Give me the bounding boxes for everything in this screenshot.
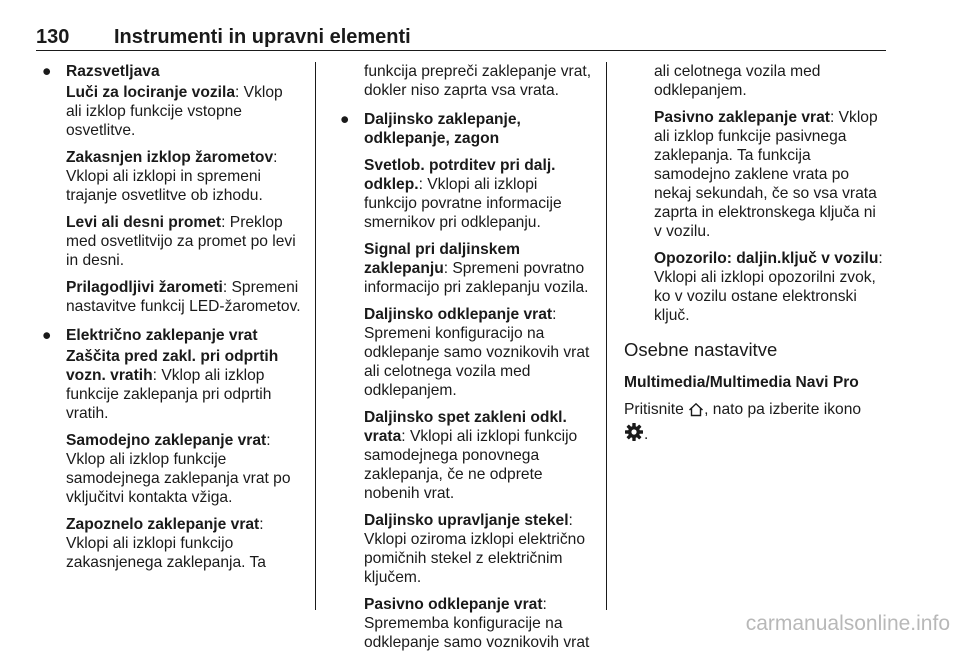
watermark: carmanualsonline.info bbox=[745, 612, 950, 635]
instruction-text: Pritisnite , nato pa izberite ikono . bbox=[624, 400, 886, 447]
list-item bbox=[36, 347, 302, 423]
item-term: Samodejno zaklepanje vrat bbox=[66, 432, 267, 449]
item-term: Pasivno odklepanje vrat bbox=[364, 596, 543, 613]
bullet-remote-locking bbox=[334, 110, 594, 148]
item-term: Pasivno zaklepanje vrat bbox=[654, 109, 830, 126]
list-item bbox=[36, 515, 302, 572]
item-text: : Vklopi ali izklopi in spremeni trajanje osvetlitve ob izhodu. bbox=[66, 149, 278, 204]
item-term: Opozorilo: daljin.ključ v vozilu bbox=[654, 250, 879, 267]
item-text: : Vklop ali izklop funkcije zaklepanja pri odprtih vratih. bbox=[66, 367, 272, 422]
bullet-marker: ● bbox=[340, 111, 350, 128]
item-text: : Vklop ali izklop funkcije pasivnega zaklepanja. Ta funkcija samodejno zaklene vrata po nekaj sekundah, če so vsa vrata zaprta in elektronskega ključa ni v vozilu. bbox=[654, 109, 878, 240]
page-number: 130 bbox=[36, 26, 70, 48]
item-term: Zapoznelo zaklepanje vrat bbox=[66, 516, 260, 533]
item-text: : Spremeni nastavitve funkcij LED-žarometov. bbox=[66, 279, 301, 315]
bullet-title: Razsvetljava bbox=[66, 63, 160, 80]
item-term: Zaščita pred zakl. pri odprtih vozn. vratih bbox=[66, 348, 279, 384]
item-term: Daljinsko upravljanje stekel bbox=[364, 512, 569, 529]
item-text: : Sprememba konfiguracije na odklepanje samo voznikovih vrat bbox=[364, 596, 590, 651]
list-item bbox=[334, 408, 594, 503]
list-item bbox=[334, 595, 594, 652]
column-3 bbox=[624, 62, 886, 447]
column-1 bbox=[36, 62, 302, 572]
item-term: Prilagodljivi žarometi bbox=[66, 279, 223, 296]
list-item bbox=[36, 431, 302, 507]
item-text: : Vklopi ali izklopi funkcijo zakasnjenega zaklepanja. Ta bbox=[66, 516, 266, 571]
continuation-text: funkcija prepreči zaklepanje vrat, dokler niso zaprta vsa vrata. bbox=[364, 63, 592, 99]
item-text: : Spremeni povratno informacijo pri zaklepanju vozila. bbox=[364, 260, 589, 296]
home-icon bbox=[688, 402, 704, 422]
item-text: : Vklopi ali izklopi funkcijo povratne informacije smernikov pri odklepanju. bbox=[364, 176, 562, 231]
item-text: : Vklopi ali izklopi opozorilni zvok, ko v vozilu ostane elektronski ključ. bbox=[654, 250, 883, 324]
item-text: : Spremeni konfiguracijo na odklepanje samo voznikovih vrat ali celotnega vozila med odklepanjem. bbox=[364, 306, 590, 399]
item-term: Svetlob. potrditev pri dalj. odklep. bbox=[364, 157, 556, 193]
bullet-door-locking bbox=[36, 326, 302, 345]
item-text: : Vklop ali izklop funkcije samodejnega zaklepanja vrat po vključitvi kontakta vžiga. bbox=[66, 432, 291, 506]
item-term: Daljinsko odklepanje vrat bbox=[364, 306, 553, 323]
column-divider bbox=[315, 62, 316, 610]
list-item bbox=[334, 240, 594, 297]
item-term: Luči za lociranje vozila bbox=[66, 84, 235, 101]
gear-icon bbox=[624, 422, 644, 447]
item-term: Zakasnjen izklop žarometov bbox=[66, 149, 274, 166]
column-divider bbox=[606, 62, 607, 610]
list-item bbox=[36, 213, 302, 270]
chapter-title: Instrumenti in upravni elementi bbox=[114, 26, 411, 48]
continuation-text: ali celotnega vozila med odklepanjem. bbox=[654, 63, 821, 99]
item-text: : Vklop ali izklop funkcije vstopne osvetlitve. bbox=[66, 84, 283, 139]
section-heading: Osebne nastavitve bbox=[624, 339, 778, 360]
column-2 bbox=[334, 62, 594, 652]
list-item bbox=[624, 249, 886, 325]
item-term: Daljinsko spet zakleni odkl. vrata bbox=[364, 409, 567, 445]
page-header bbox=[36, 26, 886, 51]
list-item bbox=[36, 148, 302, 205]
list-item bbox=[334, 156, 594, 232]
item-term: Levi ali desni promet bbox=[66, 214, 222, 231]
list-item bbox=[334, 305, 594, 400]
item-term: Signal pri daljinskem zaklepanju bbox=[364, 241, 520, 277]
bullet-marker: ● bbox=[42, 63, 52, 80]
item-text: : Vklopi oziroma izklopi električno pomičnih stekel z električnim ključem. bbox=[364, 512, 586, 586]
list-item bbox=[36, 83, 302, 140]
subheading: Multimedia/Multimedia Navi Pro bbox=[624, 374, 859, 391]
item-text: : Vklopi ali izklopi funkcijo samodejnega ponovnega zaklepanja, če ne odprete nobenih vrat. bbox=[364, 428, 578, 502]
list-item bbox=[36, 278, 302, 316]
bullet-title: Daljinsko zaklepanje, odklepanje, zagon bbox=[364, 111, 521, 147]
item-text: : Preklop med osvetlitvijo za promet po levi in desni. bbox=[66, 214, 296, 269]
bullet-lighting bbox=[36, 62, 302, 81]
bullet-title: Električno zaklepanje vrat bbox=[66, 327, 258, 344]
list-item bbox=[334, 511, 594, 587]
bullet-marker: ● bbox=[42, 327, 52, 344]
list-item bbox=[624, 108, 886, 241]
